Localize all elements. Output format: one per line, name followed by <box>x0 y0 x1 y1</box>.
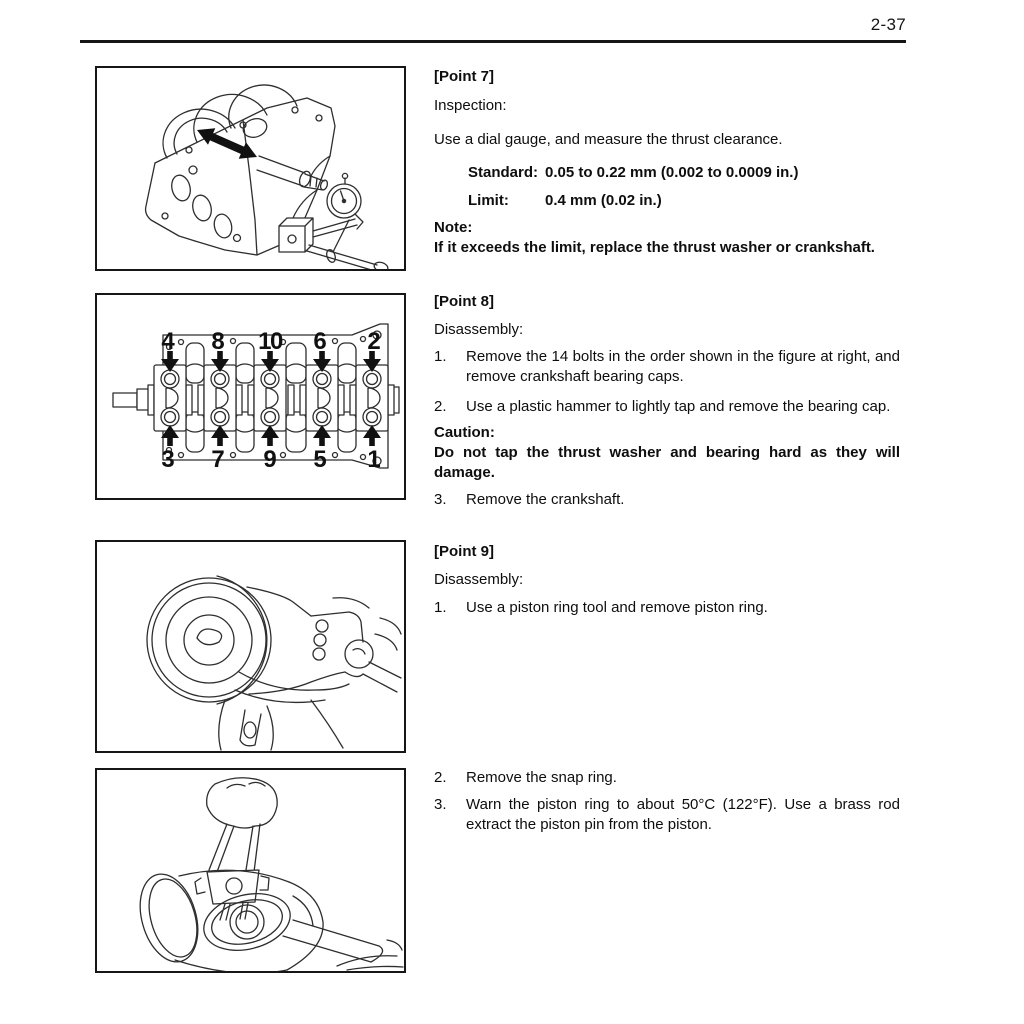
svg-text:6: 6 <box>313 328 327 355</box>
step-number: 3. <box>434 796 447 813</box>
point8-title: [Point 8] <box>434 293 494 310</box>
svg-text:8: 8 <box>211 328 225 355</box>
engine-thrust-gauge-illustration <box>97 68 404 269</box>
spec-standard <box>468 163 900 183</box>
section-point9-continued <box>434 768 900 835</box>
step-number: 3. <box>434 491 447 508</box>
spec-standard-value: 0.05 to 0.22 mm (0.002 to 0.0009 in.) <box>545 164 799 181</box>
header-rule <box>80 40 906 43</box>
point9-subtitle: Disassembly: <box>434 571 524 588</box>
svg-text:1: 1 <box>367 446 381 473</box>
step-text: Use a piston ring tool and remove piston ring. <box>466 599 768 616</box>
point8-step-1 <box>434 347 900 387</box>
step-number: 2. <box>434 398 447 415</box>
step-text: Remove the crankshaft. <box>466 491 625 508</box>
section-point9 <box>434 542 900 618</box>
section-point8 <box>434 292 900 510</box>
caution-text: Do not tap the thrust washer and bearing hard as they will damage. <box>434 444 900 481</box>
point8-step-3 <box>434 490 900 510</box>
thrust-direction-arrow-icon <box>197 128 257 158</box>
piston-ring-tool-illustration <box>97 542 404 751</box>
caution-label: Caution: <box>434 424 495 441</box>
spec-limit-label: Limit: <box>468 192 509 209</box>
crankshaft-bolt-order-illustration <box>97 295 404 498</box>
point9-step-2 <box>434 768 900 788</box>
svg-text:10: 10 <box>258 328 282 355</box>
step-number: 1. <box>434 348 447 365</box>
step-text: Remove the 14 bolts in the order shown in the figure at right, and remove crankshaft bearing caps. <box>466 348 900 385</box>
section-point7 <box>434 67 900 258</box>
point9-step-1 <box>434 598 900 618</box>
figure-point8-box <box>95 293 406 500</box>
figure-point9b-box <box>95 768 406 973</box>
point9-step-3 <box>434 795 900 835</box>
snap-ring-pliers-illustration <box>97 770 404 971</box>
svg-text:2: 2 <box>367 328 381 355</box>
figure-point9-box <box>95 540 406 753</box>
spec-limit-value: 0.4 mm (0.02 in.) <box>545 192 662 209</box>
point7-title: [Point 7] <box>434 68 494 85</box>
spec-standard-label: Standard: <box>468 164 539 181</box>
svg-text:5: 5 <box>313 446 327 473</box>
note-label: Note: <box>434 219 473 236</box>
svg-text:3: 3 <box>161 446 175 473</box>
step-text: Use a plastic hammer to lightly tap and remove the bearing cap. <box>466 398 891 415</box>
point8-subtitle: Disassembly: <box>434 321 524 338</box>
spec-limit <box>468 191 900 211</box>
step-number: 2. <box>434 769 447 786</box>
step-text: Warn the piston ring to about 50°C (122°F). Use a brass rod extract the piston pin from the piston. <box>466 796 900 833</box>
point7-subtitle: Inspection: <box>434 97 507 114</box>
step-number: 1. <box>434 599 447 616</box>
step-text: Remove the snap ring. <box>466 769 617 786</box>
figure-point7-box <box>95 66 406 271</box>
point7-intro: Use a dial gauge, and measure the thrust clearance. <box>434 131 783 148</box>
page-number: 2-37 <box>870 15 906 34</box>
svg-text:4: 4 <box>161 328 175 355</box>
point9-title: [Point 9] <box>434 543 494 560</box>
note-text: If it exceeds the limit, replace the thrust washer or crankshaft. <box>434 239 875 256</box>
svg-text:9: 9 <box>263 446 277 473</box>
point8-step-2 <box>434 397 900 417</box>
svg-text:7: 7 <box>211 446 225 473</box>
